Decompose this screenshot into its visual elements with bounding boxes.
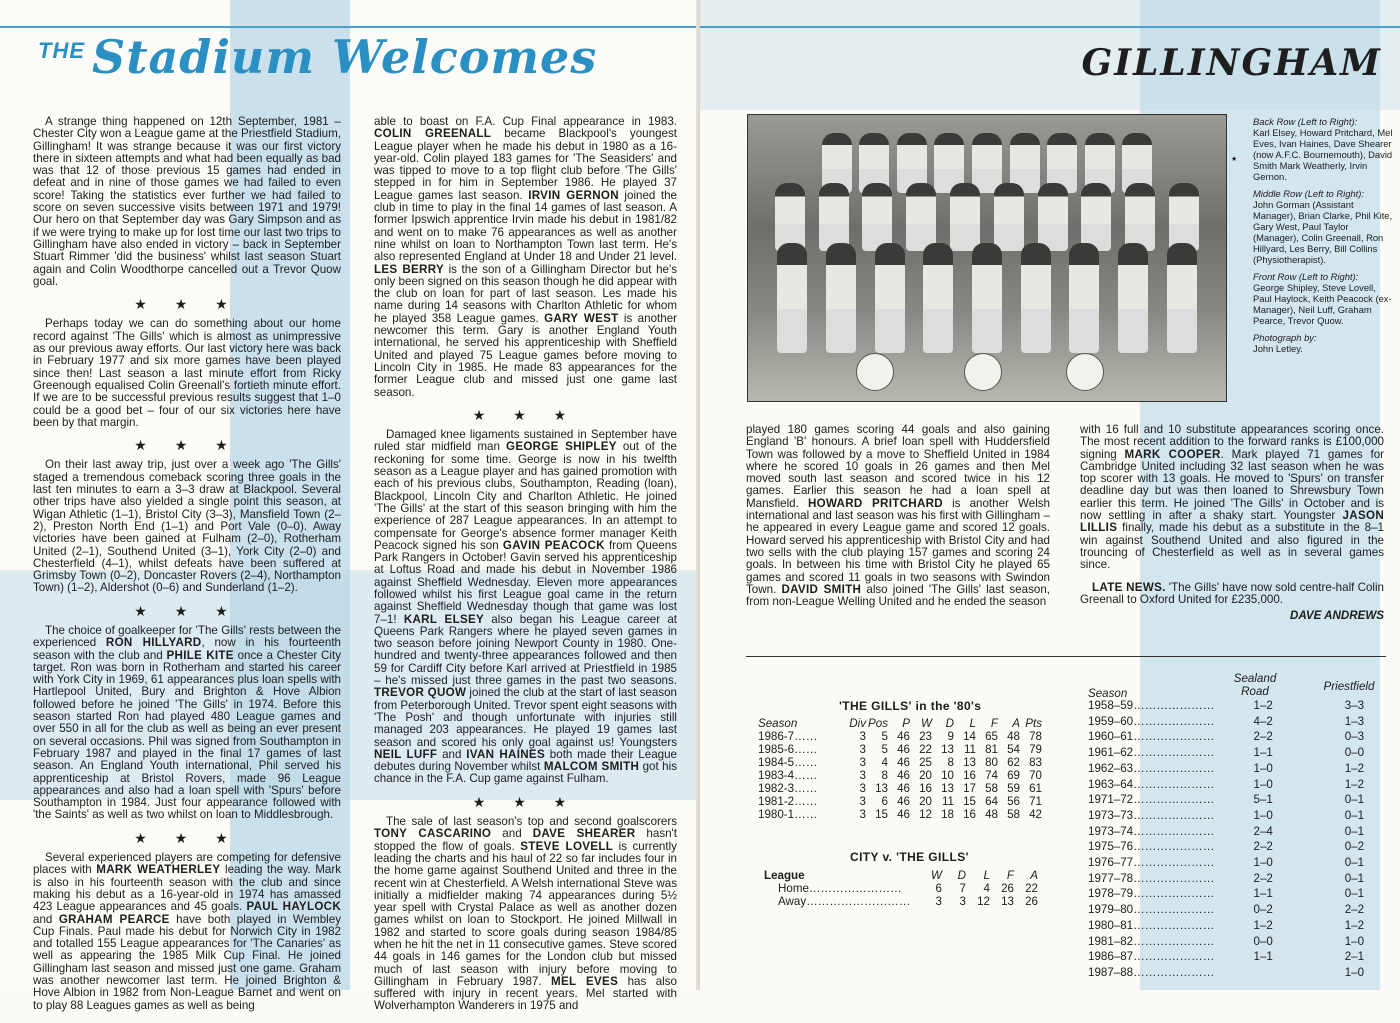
- table-cell: 46: [897, 795, 910, 808]
- player-figure: [775, 183, 805, 251]
- table-cell: 1983-4……: [758, 769, 818, 782]
- table-cell: 0–1: [1344, 887, 1365, 901]
- table-row: [1088, 761, 1400, 777]
- table-cell: 2–2: [1253, 730, 1273, 744]
- table-cell: 0–3: [1344, 730, 1365, 744]
- table-cell: 3: [935, 895, 942, 908]
- table-cell: 69: [1007, 769, 1020, 782]
- table-cell: 81: [985, 743, 998, 756]
- table-cell: 15: [875, 808, 888, 821]
- table-cell: 1987–88…………………: [1088, 965, 1215, 979]
- player-figure: [950, 183, 980, 251]
- table-cell: Away………………………: [778, 895, 911, 908]
- column-header: P: [902, 717, 910, 730]
- player-figure: [1167, 243, 1197, 353]
- gills-80s-title: 'THE GILLS' in the '80's: [839, 699, 982, 713]
- article-paragraph: LATE NEWS. 'The Gills' have now sold centre-half Colin Greenall to Oxford United for £235,000.: [1080, 580, 1385, 606]
- table-cell: Home……………………: [778, 882, 902, 895]
- table-cell: 16: [963, 769, 976, 782]
- caption-heading: Middle Row (Left to Right):: [1253, 188, 1364, 199]
- table-cell: 1–0: [1344, 934, 1365, 948]
- caption-front-row: George Shipley, Steve Lovell, Paul Haylock, Keith Peacock (ex-Manager), Neil Luff, Graham Pearce, Trevor Quow.: [1253, 282, 1392, 326]
- table-cell: 0–0: [1344, 746, 1365, 760]
- player-figure: [1069, 243, 1099, 353]
- article-paragraph: played 180 games scoring 44 goals and also gaining England 'B' honours. A brief loan spell with Huddersfield Town was followed by a move to Sheffield United in 1984 where he scored 10 goals in 26 games and then Mel moved south last season and scored twice in his 12 games. Earlier this season he had a loan spell at Mansfield. HOWARD PRITCHARD is another Welsh international and last season was his first with Gillingham – he appeared in every League game and scored 12 goals. Howard served his apprenticeship with Bristol City and had two sells with the club playing 157 games and scoring 24 goals. In between his time with Bristol City he played 65 games and scored 11 goals in two seasons with Swindon Town. DAVID SMITH also joined 'The Gills' last season, from non-League Welling United and he ended the season: [746, 423, 1051, 609]
- table-cell: 1–2: [1344, 777, 1365, 791]
- table-cell: 26: [1025, 895, 1038, 908]
- table-row: [758, 730, 1042, 743]
- table-cell: 6: [881, 795, 888, 808]
- table-row: [1088, 918, 1400, 934]
- table-row: [1088, 729, 1400, 745]
- photo-caption: [1253, 116, 1393, 360]
- table-row: [758, 795, 1042, 808]
- player-figure: [826, 243, 856, 353]
- table-cell: 22: [919, 743, 932, 756]
- table-row: [1088, 824, 1400, 840]
- table-cell: 1–3: [1344, 714, 1365, 728]
- table-cell: 8: [947, 756, 954, 769]
- table-row: [1088, 886, 1400, 902]
- table-cell: 2–2: [1253, 871, 1273, 885]
- player-figure: [819, 183, 849, 251]
- table-cell: 58: [985, 782, 998, 795]
- article-column-3: [746, 423, 1051, 609]
- caption-heading: Back Row (Left to Right):: [1253, 116, 1358, 127]
- table-cell: 78: [1029, 730, 1042, 743]
- table-cell: 42: [1029, 808, 1042, 821]
- article-column-2: [374, 116, 677, 1023]
- player-figure: [777, 243, 807, 353]
- table-cell: 54: [1007, 743, 1020, 756]
- table-cell: 1–1: [1253, 746, 1273, 760]
- table-cell: 13: [963, 756, 976, 769]
- table-cell: 12: [919, 808, 932, 821]
- table-cell: 48: [985, 808, 998, 821]
- table-rule: [746, 656, 1386, 657]
- city-v-gills-table: [764, 869, 1038, 908]
- title-prefix: THE: [38, 38, 85, 63]
- table-cell: 14: [963, 730, 976, 743]
- section-divider-stars: ★ ★ ★: [134, 296, 240, 313]
- column-header: A: [1012, 717, 1020, 730]
- table-cell: 1971–72…………………: [1088, 793, 1215, 807]
- table-cell: 22: [1025, 882, 1038, 895]
- table-cell: 3: [959, 895, 966, 908]
- article-paragraph: Damaged knee ligaments sustained in September have ruled star midfield man GEORGE SHIPLEY out of the reckoning for some time. George is now in his twelfth season as a League player and has gained promotion with each of his previous clubs, Southampton, Reading (loan), Blackpool, Lincoln City and Charlton Athletic. He joined 'The Gills' at the start of this season bringing with him the experience of 287 League appearances. In an attempt to compensate for George's absence former manager Keith Peacock signed his son GAVIN PEACOCK from Queens Park Rangers in October! Gavin served his apprenticeship at Loftus Road and made his debut in November 1986 against Sheffield Wednesday. Eleven more appearances followed whilst his first League goal came in the return against Sheffield Wednesday though that game was lost 7–1! KARL ELSEY also began his League career at Queens Park Rangers where he played seven games in two season before joining Newport County in 1980. One-hundred and twenty-three appearances followed and then 59 for Cardiff City before Karl arrived at Priestfield in 1985 – he's missed just three games in the past two seasons. TREVOR QUOW joined the club at the start of last season from Peterborough United. Trevor spent eight seasons with 'The Posh' and though unfortunate with injuries still managed 203 appearances. He played 19 games last season and scored his only goal against us! Youngsters NEIL LUFF and IVAN HAINES both made their League debutes during November whilst MALCOM SMITH got his chance in the F.A. Cup game against Fulham.: [374, 428, 678, 786]
- table-cell: 1979–80…………………: [1088, 903, 1215, 917]
- table-cell: 1973–74…………………: [1088, 824, 1215, 838]
- player-figure: [1118, 243, 1148, 353]
- table-cell: 3: [859, 769, 866, 782]
- table-cell: 20: [919, 769, 932, 782]
- table-cell: 70: [1029, 769, 1042, 782]
- table-cell: 58: [1007, 808, 1020, 821]
- table-row: [1088, 839, 1400, 855]
- results-header-priestfield: Priestfield: [1323, 680, 1375, 693]
- table-cell: 8: [881, 769, 888, 782]
- table-cell: 1–1: [1253, 950, 1273, 964]
- article-paragraph: A strange thing happened on 12th September, 1981 – Chester City won a League game at the Priestfield Stadium, Gillingham! It was strange because it was our first victory there in sixteen attempts and what had been equally as bad was that 12 of those previous 15 games had ended in defeat and in nine of those games we had failed to even score! Taking the statistics ever further we had failed to score on seven successive visits between 1971 and 1979! Our hero on that September day was Gary Simpson and as if we were trying to make up for lost time our last two trips to Gillingham have also ended in victory – back in September Stuart Rimmer 'did the business' whilst last season Stuart again and Colin Woodthorpe cancelled out a Trevor Quow goal.: [33, 115, 341, 288]
- table-cell: 2–2: [1253, 840, 1273, 854]
- table-row: [1088, 698, 1400, 714]
- table-cell: 1981–82…………………: [1088, 934, 1215, 948]
- table-cell: 61: [1029, 782, 1042, 795]
- table-cell: 1981-2……: [758, 795, 818, 808]
- table-row: [764, 895, 1038, 908]
- player-figure: [994, 183, 1024, 251]
- player-figure: [1125, 183, 1155, 251]
- caption-heading: Photograph by:: [1253, 332, 1317, 343]
- table-cell: 1–2: [1344, 918, 1365, 932]
- player-figure: [1021, 243, 1051, 353]
- column-header: D: [945, 717, 954, 730]
- article-paragraph: able to boast on F.A. Cup Final appearance in 1983. COLIN GREENALL became Blackpool's youngest League player when he made his debut in 1980 as a 16-year-old. Colin played 183 games for 'The Seasiders' and was tipped to move to a top flight club before 'The Gills' stepped in for him in September 1986. He played 37 League games last season. IRVIN GERNON joined the club in time to play in the final 14 games of last season. A former Ipswich apprentice Irvin made his debut in 1981/82 and went on to make 76 appearances as well as another nine whilst on loan to Northampton Town last term. He's also represented England at Under 18 and Under 21 level. LES BERRY is the son of a Gillingham Director but he's only been signed on this season though he did appear with the club on loan for part of last season. Les made his name during 14 seasons with Charlton Athletic for whom he played 358 League games. GARY WEST is another newcomer this term. Gary is another England Youth international, he served his apprenticeship with Sheffield United and played 75 League games before moving to Lincoln City in 1985. He made 83 appearances for the former League club and missed just one game last season.: [374, 115, 678, 399]
- player-figure: [1038, 183, 1068, 251]
- column-header: D: [957, 869, 966, 882]
- table-row: [764, 882, 1038, 895]
- article-paragraph: The sale of last season's top and second goalscorers TONY CASCARINO and DAVE SHEARER hasn't stopped the flow of goals. STEVE LOVELL is currently leading the charts and his haul of 22 so far includes four in the home game against Southend United and three in the recent win at Chesterfield. A Welsh international Steve was initially a midfielder making 74 appearances during 5½ year spell with Crystal Palace as well as another dozen games whilst on loan to Stockport. He joined Millwall in 1982 and started to score goals during season 1984/85 when he hit the net in 11 consecutive games. Steve scored 44 goals in 146 games for the London club but missed much of last season with injury before moving to Gillingham in February 1987. MEL EVES has also suffered with injury in recent years. Mel started with Wolverhampton Wanderers in 1975 and: [374, 815, 677, 1013]
- table-row: [1088, 777, 1400, 793]
- table-cell: 0–2: [1344, 840, 1365, 854]
- header-rule: [0, 26, 700, 28]
- table-cell: 0–0: [1253, 934, 1273, 948]
- caption-middle-row: John Gorman (Assistant Manager), Brian Clarke, Phil Kite, Gary West, Paul Taylor (Manager), Colin Greenall, Ron Hillyard, Les Berry, Bill Collins (Physiotherapist).: [1253, 199, 1393, 265]
- table-cell: 1986-7……: [758, 730, 818, 743]
- article-paragraph: The choice of goalkeeper for 'The Gills' rests between the experienced RON HILLYARD, now in his fourteenth season with the club and PHILE KITE once a Chester City target. Ron was born in Rotherham and started his career with York City in 1969, 61 appearances plus loan spells with Hartlepool United, Bury and Brighton & Hove Albion followed before he joined 'The Gills' in 1974. Before this season started Ron had played 480 League games and over 550 in all for the club as well as being an ever present on several occasions. Phil was signed from Southampton in February 1987 and played in the final 17 games of last season. An England Youth international, Phil served his apprenticeship at Bristol Rovers, made 96 League appearances and also had a loan spell with 'Spurs' before Southampton in 1984. Just four appearance followed with 'the Saints' as well as two whilst on loan to Middlesbrough.: [33, 623, 341, 822]
- table-cell: 5–1: [1253, 793, 1273, 807]
- table-row: [1088, 855, 1400, 871]
- player-figure: [875, 243, 905, 353]
- article-column-1: [33, 116, 341, 1022]
- table-cell: 2–2: [1344, 903, 1365, 917]
- table-row: [1088, 965, 1400, 981]
- gills-80s-table: [758, 717, 1042, 821]
- table-cell: 1–1: [1253, 887, 1273, 901]
- table-cell: 0–1: [1344, 793, 1365, 807]
- table-cell: 1–0: [1344, 965, 1365, 979]
- table-cell: 1978–79…………………: [1088, 887, 1215, 901]
- table-cell: 56: [1007, 795, 1020, 808]
- column-header: League: [764, 869, 805, 882]
- table-cell: 62: [1007, 756, 1020, 769]
- article-paragraph: Perhaps today we can do something about our home record against 'The Gills' which is almost as unimpressive as our previous away efforts. Our last victory here was back in February 1977 and six more games have been played since then! Last season a last minute effort from Ricky Greenough equalised Colin Greenall's fortieth minute effort. If we are to be successful previous results suggest that 1–0 could be a good bet – four of our six victories here have been by that margin.: [33, 317, 341, 429]
- section-divider-stars: ★ ★ ★: [134, 602, 240, 619]
- table-cell: 46: [897, 808, 910, 821]
- player-figure: [906, 183, 936, 251]
- column-header: Pts: [1025, 717, 1042, 730]
- table-cell: 1–0: [1253, 761, 1273, 775]
- table-cell: 3: [859, 808, 866, 821]
- right-page: [700, 0, 1400, 990]
- table-row: [1088, 808, 1400, 824]
- table-cell: 1977–78…………………: [1088, 871, 1215, 885]
- article-paragraph: with 16 full and 10 substitute appearances scoring once. The most recent addition to the forward ranks is £100,000 signing MARK COOPER. Mark played 71 games for Cambridge United including 32 last season when he was top scorer with 13 goals. He moved to 'Spurs' on transfer deadline day but was then loaned to Shrewsbury Town earlier this term. He joined 'The Gills' in October and is now settling in after a shaky start. Youngster JASON LILLIS finally, made his debut as a substitute in the 8–1 win against Southend United and also figured in the trouncing of Chesterfield as well as in several games since.: [1080, 423, 1385, 572]
- section-divider-stars: ★ ★ ★: [134, 829, 240, 846]
- table-cell: 13: [941, 782, 954, 795]
- header-rule: [700, 26, 1400, 28]
- results-table: [1088, 698, 1400, 981]
- table-cell: 20: [919, 795, 932, 808]
- table-cell: 1973–73…………………: [1088, 808, 1215, 822]
- table-cell: 46: [897, 782, 910, 795]
- table-cell: 1–2: [1253, 699, 1273, 712]
- left-page: [0, 0, 700, 1013]
- table-cell: 3: [859, 743, 866, 756]
- table-cell: 1961–62…………………: [1088, 746, 1215, 760]
- article-column-4: [1080, 424, 1384, 622]
- table-row: [1088, 934, 1400, 950]
- table-cell: 4: [881, 756, 888, 769]
- table-cell: 3: [859, 756, 866, 769]
- table-cell: 46: [897, 769, 910, 782]
- table-cell: 9: [947, 730, 954, 743]
- table-cell: 5: [881, 730, 888, 743]
- section-divider-stars: ★ ★ ★: [472, 793, 579, 810]
- player-figure: [1081, 183, 1111, 251]
- city-v-gills-title: CITY v. 'THE GILLS': [850, 850, 969, 864]
- table-row: [1088, 871, 1400, 887]
- caption-back-row: Karl Elsey, Howard Pritchard, Mel Eves, Ivan Haines, Dave Shearer (now A.F.C. Bournemouth), David Smith Mark Weatherly, Irvin Gernon.: [1253, 127, 1393, 182]
- table-cell: 1–0: [1253, 856, 1273, 870]
- football: [1066, 353, 1104, 391]
- table-row: [758, 808, 1042, 821]
- results-header-sealand: Sealand Road: [1233, 672, 1277, 698]
- table-cell: 1980-1……: [758, 808, 818, 821]
- club-name: GILLINGHAM: [1081, 42, 1382, 84]
- table-cell: 1963–64…………………: [1088, 777, 1215, 791]
- table-cell: 48: [1007, 730, 1020, 743]
- table-cell: 15: [963, 795, 976, 808]
- table-cell: 13: [941, 743, 954, 756]
- player-figure: [972, 243, 1002, 353]
- table-cell: 1984-5……: [758, 756, 818, 769]
- table-cell: 1975–76…………………: [1088, 840, 1215, 854]
- table-cell: 1976–77…………………: [1088, 856, 1215, 870]
- table-cell: 16: [919, 782, 932, 795]
- table-cell: 65: [985, 730, 998, 743]
- table-cell: 1986–87…………………: [1088, 950, 1215, 964]
- column-header: Pos: [868, 717, 888, 730]
- team-photo: [747, 114, 1227, 402]
- table-row: [758, 782, 1042, 795]
- table-cell: 4–2: [1253, 714, 1273, 728]
- table-cell: 1980–81…………………: [1088, 918, 1215, 932]
- page-title: Stadium Welcomes: [92, 30, 598, 84]
- table-cell: 80: [985, 756, 998, 769]
- section-divider-stars: ★ ★ ★: [472, 406, 579, 423]
- star-mark: ★: [1231, 156, 1238, 163]
- table-cell: 46: [897, 743, 910, 756]
- table-cell: 13: [875, 782, 888, 795]
- column-header: Season: [758, 717, 798, 730]
- article-paragraph: Several experienced players are competing for defensive places with MARK WEATHERLEY leading the way. Mark is also in his fourteenth season with the club and since making his debut as a 16-year-old in 1974 has amassed 423 League appearances and 45 goals. PAUL HAYLOCK and GRAHAM PEARCE have both played in Wembley Cup Finals. Paul made his debut for Norwich City in 1982 and totalled 155 League appearances for 'The Canaries' as well as appearing the 1985 Milk Cup Final. He joined Gillingham last season and missed just one game. Graham was another newcomer last term. He joined Brighton & Hove Albion in 1982 from Non-League Barnet and went on to play 88 Leagues games as well as being: [33, 851, 342, 1012]
- table-cell: 13: [1001, 895, 1014, 908]
- player-figure: [862, 183, 892, 251]
- column-header: W: [931, 869, 942, 882]
- column-header: F: [1006, 869, 1014, 882]
- table-row: [1088, 714, 1400, 730]
- football: [964, 353, 1002, 391]
- table-cell: 1962–63…………………: [1088, 761, 1215, 775]
- table-cell: 25: [919, 756, 932, 769]
- table-cell: 1–0: [1253, 777, 1273, 791]
- table-cell: 2–4: [1253, 824, 1273, 838]
- section-divider-stars: ★ ★ ★: [134, 437, 240, 454]
- table-cell: 17: [963, 782, 976, 795]
- table-cell: [1218, 965, 1309, 981]
- table-cell: 3: [859, 782, 866, 795]
- table-cell: 18: [941, 808, 954, 821]
- table-cell: 0–1: [1344, 871, 1365, 885]
- table-cell: 1–0: [1253, 808, 1273, 822]
- table-cell: 1959–60…………………: [1088, 714, 1215, 728]
- caption-photographer: John Letley.: [1253, 343, 1303, 354]
- column-header: A: [1030, 869, 1038, 882]
- caption-heading: Front Row (Left to Right):: [1253, 271, 1359, 282]
- player-figure: [923, 243, 953, 353]
- table-row: [1088, 902, 1400, 918]
- results-header-season: Season: [1088, 687, 1128, 700]
- table-cell: 71: [1029, 795, 1042, 808]
- table-cell: 12: [977, 895, 990, 908]
- table-cell: 11: [941, 795, 954, 808]
- table-row: [758, 756, 1042, 769]
- table-cell: 0–1: [1344, 824, 1365, 838]
- table-cell: 59: [1007, 782, 1020, 795]
- table-cell: 26: [1001, 882, 1014, 895]
- table-cell: 3: [859, 795, 866, 808]
- article-paragraph: On their last away trip, just over a week ago 'The Gills' staged a tremendous comeback scoring three goals in the last ten minutes to earn a 3–3 draw at Blackpool. Several other trips have also yielded a single point this season, at Wigan Athletic (1–1), Bristol City (3–3), Mansfield Town (2–2), Preston North End (1–1) and Port Vale (0–0). Away victories have been gained at Fulham (2–0), Rotherham United (2–1), Southend United (3–1), York City (2–0) and Chesterfield (4–1), whilst defeats have been suffered at Grimsby Town (0–2), Doncaster Rovers (2–4), Northampton Town) (1–2), Aldershot (0–6) and Sunderland (1–2).: [33, 458, 341, 595]
- table-cell: 0–1: [1344, 808, 1365, 822]
- table-cell: 23: [919, 730, 932, 743]
- table-cell: 1–2: [1253, 918, 1273, 932]
- table-row: [1088, 949, 1400, 965]
- table-cell: 1982-3……: [758, 782, 818, 795]
- article-author: DAVE ANDREWS: [1289, 609, 1384, 623]
- table-cell: 83: [1029, 756, 1042, 769]
- table-cell: 7: [959, 882, 966, 895]
- column-header: L: [969, 717, 976, 730]
- table-cell: 0–1: [1344, 856, 1365, 870]
- table-cell: 79: [1029, 743, 1042, 756]
- table-cell: 46: [897, 756, 910, 769]
- table-cell: 1960–61…………………: [1088, 730, 1215, 744]
- table-cell: 4: [983, 882, 990, 895]
- football: [856, 353, 894, 391]
- table-cell: 2–1: [1344, 950, 1365, 964]
- table-row: [1088, 792, 1400, 808]
- table-cell: 5: [881, 743, 888, 756]
- table-cell: 3: [859, 730, 866, 743]
- column-header: F: [990, 717, 998, 730]
- table-cell: 74: [985, 769, 998, 782]
- table-cell: 64: [985, 795, 998, 808]
- table-cell: 1985-6……: [758, 743, 818, 756]
- table-cell: 46: [897, 730, 910, 743]
- table-row: [1088, 745, 1400, 761]
- table-row: [758, 743, 1042, 756]
- table-cell: 0–2: [1253, 903, 1273, 917]
- table-cell: 11: [963, 743, 976, 756]
- table-cell: 1958–59…………………: [1088, 699, 1215, 712]
- table-cell: 3–3: [1344, 699, 1365, 712]
- column-header: L: [983, 869, 990, 882]
- table-cell: 6: [935, 882, 942, 895]
- table-cell: 16: [963, 808, 976, 821]
- column-header: Div: [849, 717, 866, 730]
- table-cell: 10: [941, 769, 954, 782]
- column-header: W: [921, 717, 932, 730]
- table-row: [758, 769, 1042, 782]
- player-figure: [1169, 183, 1199, 251]
- table-cell: 1–2: [1344, 761, 1365, 775]
